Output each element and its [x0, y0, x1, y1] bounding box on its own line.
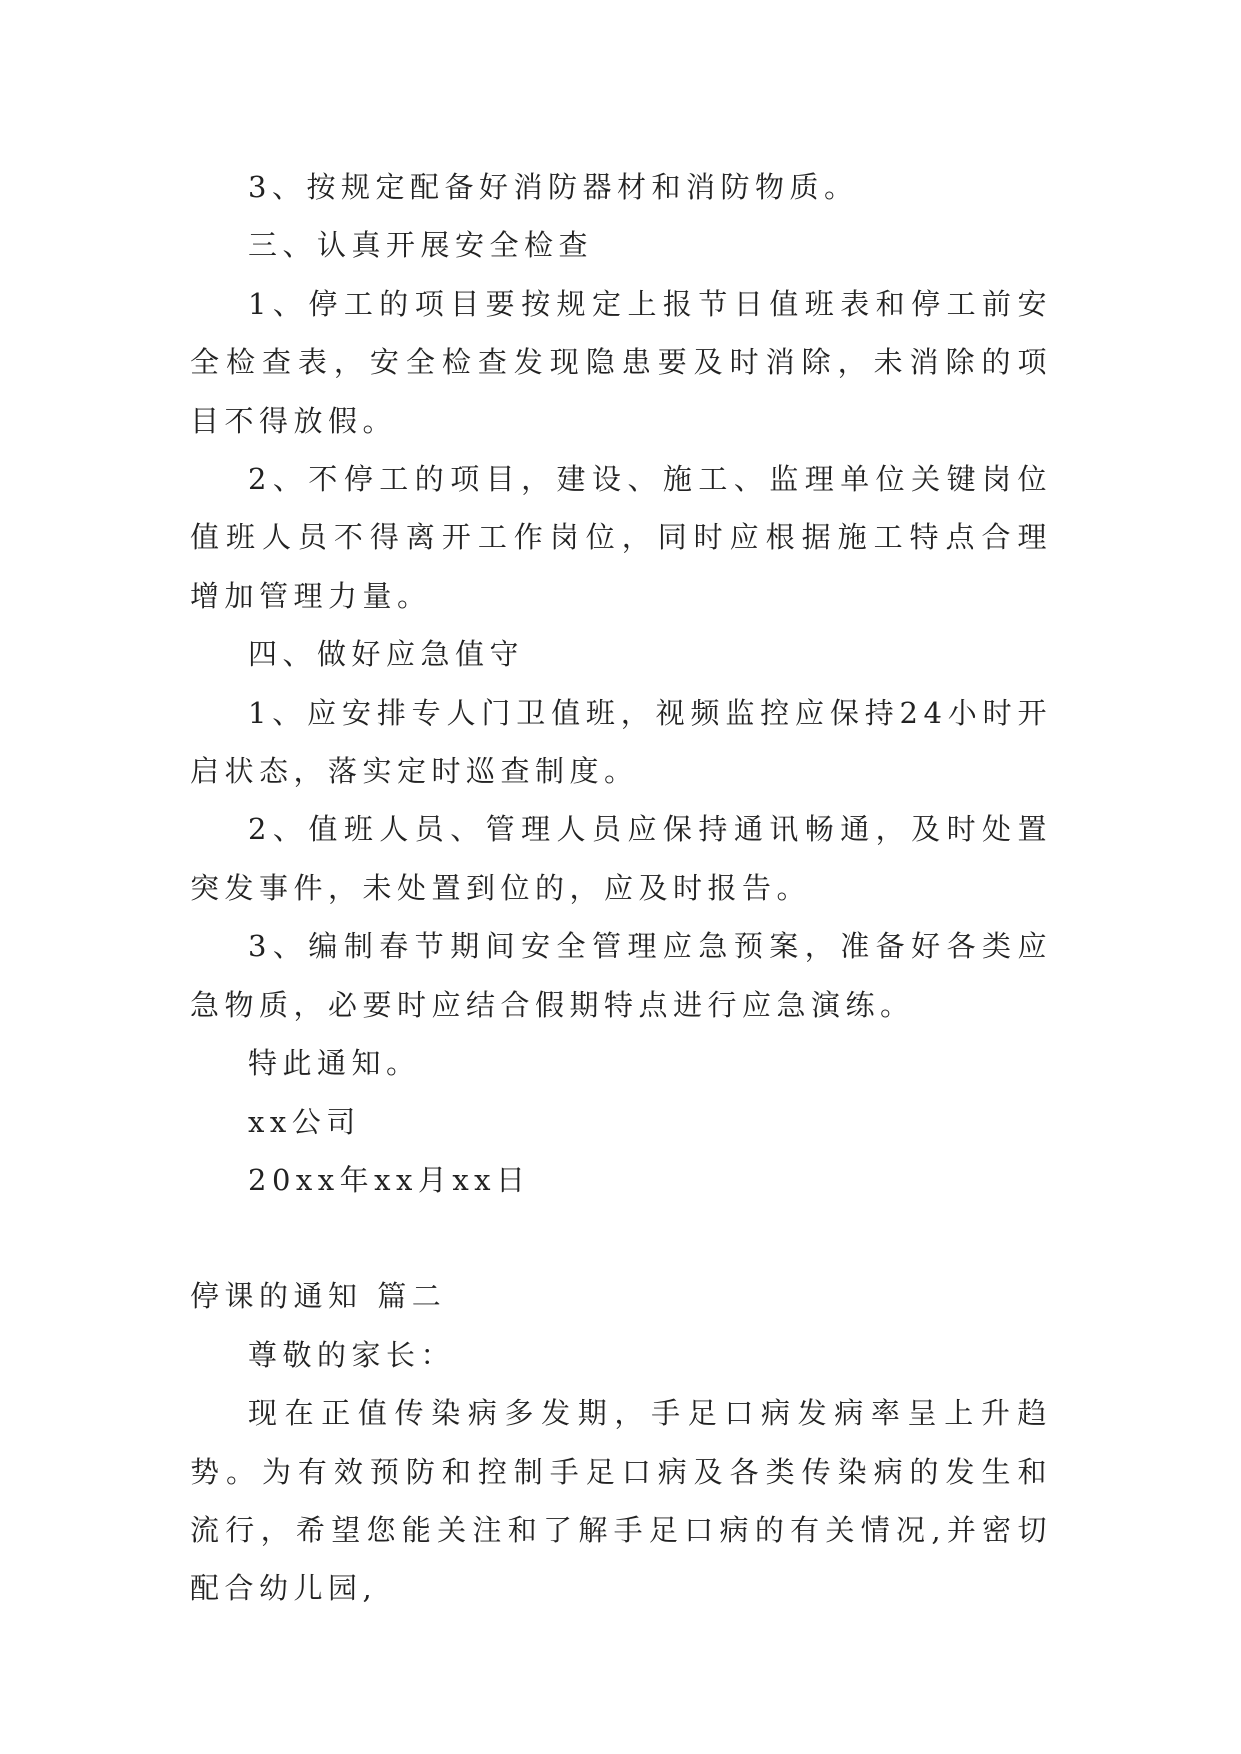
heading-emergency-duty: 四、做好应急值守	[248, 637, 525, 672]
closing-notice: 特此通知。	[248, 1046, 421, 1081]
paragraph-gate-duty: 1、应安排专人门卫值班，视频监控应保持24小时开启状态，落实定时巡查制度。	[190, 695, 1052, 789]
section-title: 停课的通知 篇二	[190, 1279, 447, 1314]
signature-date: 20xx年xx月xx日	[248, 1162, 531, 1197]
paragraph-emergency-plan: 3、编制春节期间安全管理应急预案，准备好各类应急物质，必要时应结合假期特点进行应急演练。	[190, 929, 1052, 1022]
paragraph-stopped-projects: 1、停工的项目要按规定上报节日值班表和停工前安全检查表，安全检查发现隐患要及时消除，未消除的项目不得放假。	[190, 286, 1052, 438]
salutation: 尊敬的家长：	[248, 1337, 456, 1372]
document-body	[190, 158, 1052, 1618]
paragraph-fire-equipment: 3、按规定配备好消防器材和消防物质。	[248, 170, 859, 204]
section-spacer	[190, 1209, 1052, 1267]
signature-company: xx公司	[248, 1104, 361, 1139]
paragraph-epidemic-notice: 现在正值传染病多发期，手足口病发病率呈上升趋势。为有效预防和控制手足口病及各类传染病的发生和流行，希望您能关注和了解手足口病的有关情况,并密切配合幼儿园,	[190, 1396, 1052, 1606]
paragraph-running-projects: 2、不停工的项目，建设、施工、监理单位关键岗位值班人员不得离开工作岗位，同时应根据施工特点合理增加管理力量。	[190, 462, 1052, 613]
paragraph-communication: 2、值班人员、管理人员应保持通讯畅通，及时处置突发事件，未处置到位的，应及时报告。	[190, 812, 1052, 905]
heading-safety-inspection: 三、认真开展安全检查	[248, 228, 594, 263]
